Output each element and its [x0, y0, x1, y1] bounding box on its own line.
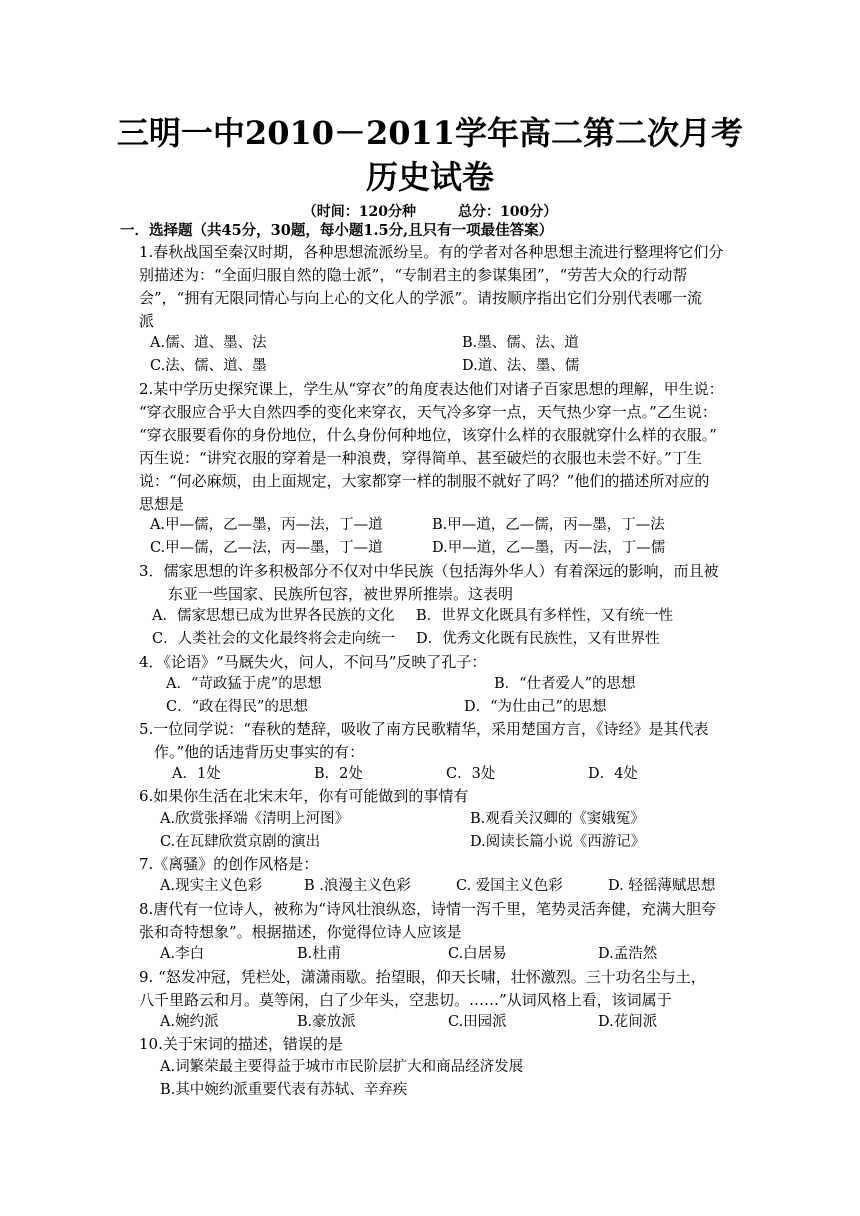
question-1-option-c: C.法、儒、道、墨 [150, 358, 267, 374]
question-6-option-b: B.观看关汉卿的《窦娥冤》 [470, 811, 645, 827]
question-5-option-b: B．2处 [314, 766, 363, 782]
question-2-option-a: A.甲—儒，乙—墨，丙—法，丁—道 [150, 517, 383, 533]
question-5-stem-line: 作。”他的话违背历史事实的有： [154, 743, 365, 761]
question-4-option-d: D．“为仕由己”的思想 [464, 699, 607, 715]
question-7-option-c: C. 爱国主义色彩 [456, 878, 563, 894]
question-1-option-b: B.墨、儒、法、道 [462, 335, 579, 351]
question-9-stem-line: 八千里路云和月。莫等闲，白了少年头，空悲切。……”从词风格上看，该词属于 [139, 991, 672, 1009]
question-8-stem-line: 8.唐代有一位诗人，被称为“诗风壮浪纵恣，诗情一泻千里，笔势灵活奔健，充满大胆夸 [139, 900, 716, 918]
question-6-option-c: C.在瓦肆欣赏京剧的演出 [160, 834, 321, 850]
question-2-stem-line: 思想是 [139, 495, 185, 513]
question-2-option-c: C.甲—儒，乙—法，丙—墨，丁—道 [150, 540, 383, 556]
question-6-option-d: D.阅读长篇小说《西游记》 [470, 834, 646, 850]
exam-title: 三明一中2010－2011学年高二第二次月考 [116, 114, 744, 152]
question-9-option-c: C.田园派 [448, 1014, 507, 1030]
question-2-stem-line: 说：“何必麻烦，由上面规定，大家都穿一样的制服不就好了吗？”他们的描述所对应的 [139, 472, 710, 490]
question-9-option-b: B.豪放派 [297, 1014, 356, 1030]
question-4-stem-line: 4．《论语》“马厩失火，问人，不问马”反映了孔子： [139, 653, 487, 671]
question-2-option-b: B.甲—道，乙—儒，丙—墨，丁—法 [432, 517, 665, 533]
question-2-stem-line: “穿衣服要看你的身份地位，什么身份何种地位，该穿什么样的衣服就穿什么样的衣服。” [139, 426, 717, 444]
question-2-stem-line: 2.某中学历史探究课上，学生从“穿衣”的角度表达他们对诸子百家思想的理解，甲生说： [139, 380, 724, 398]
question-6-option-a: A.欣赏张择端《清明上河图》 [160, 811, 350, 827]
question-1-stem-line: 会”，“拥有无限同情心与向上心的文化人的学派”。请按顺序指出它们分别代表哪一流 [139, 289, 703, 307]
question-3-stem-line: 3．儒家思想的许多积极部分不仅对中华民族（包括海外华人）有着深远的影响，而且被 [139, 562, 719, 580]
question-10-option-b: B.其中婉约派重要代表有苏轼、辛弃疾 [160, 1082, 408, 1098]
question-4-option-a: A．“苛政猛于虎”的思想 [166, 676, 322, 692]
question-8-option-b: B.杜甫 [297, 946, 342, 962]
question-8-stem-line: 张和奇特想象”。根据描述，你觉得位诗人应该是 [139, 923, 462, 941]
question-2-stem-line: 丙生说：“讲究衣服的穿着是一种浪费，穿得简单、甚至破烂的衣服也未尝不好。”丁生 [139, 449, 702, 467]
question-7-option-d: D. 轻徭薄赋思想 [608, 878, 716, 894]
question-3-option-c: C．人类社会的文化最终将会走向统一 [152, 631, 396, 647]
section-heading: 一．选择题（共45分，30题，每小题1.5分,且只有一项最佳答案） [120, 222, 554, 239]
question-10-option-a: A.词繁荣最主要得益于城市市民阶层扩大和商品经济发展 [160, 1059, 524, 1075]
question-7-stem-line: 7.《离骚》的创作风格是： [139, 855, 319, 873]
exam-meta: （时间：120分种 总分：100分） [302, 204, 558, 220]
question-8-option-c: C.白居易 [448, 946, 507, 962]
question-7-option-b: B .浪漫主义色彩 [304, 878, 411, 894]
question-3-stem-line: 东亚一些国家、民族所包容，被世界所推崇。这表明 [168, 585, 514, 603]
question-5-option-c: C．3处 [446, 766, 496, 782]
question-1-option-a: A.儒、道、墨、法 [150, 335, 267, 351]
question-3-option-b: B．世界文化既具有多样性，又有统一性 [416, 608, 674, 624]
question-8-option-a: A.李白 [160, 946, 205, 962]
question-9-option-d: D.花间派 [598, 1014, 658, 1030]
question-1-stem-line: 派 [139, 312, 155, 330]
question-10-stem-line: 10.关于宋词的描述，错误的是 [139, 1035, 343, 1053]
question-4-option-b: B．“仕者爱人”的思想 [494, 676, 636, 692]
question-5-option-d: D．4处 [588, 766, 638, 782]
question-9-option-a: A.婉约派 [160, 1014, 219, 1030]
question-5-stem-line: 5.一位同学说：“春秋的楚辞，吸收了南方民歌精华，采用楚国方言，《诗经》是其代表 [139, 720, 709, 738]
question-6-stem-line: 6.如果你生活在北宋末年，你有可能做到的事情有 [139, 787, 469, 805]
question-2-stem-line: “穿衣服应合乎大自然四季的变化来穿衣，天气冷多穿一点，天气热少穿一点。”乙生说： [139, 403, 717, 421]
question-3-option-d: D．优秀文化既有民族性，又有世界性 [416, 631, 660, 647]
question-1-stem-line: 1.春秋战国至秦汉时期，各种思想流派纷呈。有的学者对各种思想主流进行整理将它们分 [139, 243, 724, 261]
question-7-option-a: A.现实主义色彩 [160, 878, 263, 894]
exam-subtitle: 历史试卷 [365, 158, 494, 196]
question-1-stem-line: 别描述为：“全面归服自然的隐士派”，“专制君主的参谋集团”，“劳苦大众的行动帮 [139, 266, 688, 284]
question-3-option-a: A．儒家思想已成为世界各民族的文化 [152, 608, 395, 624]
question-9-stem-line: 9. “怒发冲冠，凭栏处，潇潇雨歇。抬望眼，仰天长啸，壮怀激烈。三十功名尘与土， [139, 968, 706, 986]
question-5-option-a: A．1处 [172, 766, 221, 782]
question-8-option-d: D.孟浩然 [598, 946, 658, 962]
question-1-option-d: D.道、法、墨、儒 [462, 358, 580, 374]
question-2-option-d: D.甲—道，乙—墨，丙—法，丁—儒 [432, 540, 666, 556]
question-4-option-c: C．“政在得民”的思想 [166, 699, 308, 715]
